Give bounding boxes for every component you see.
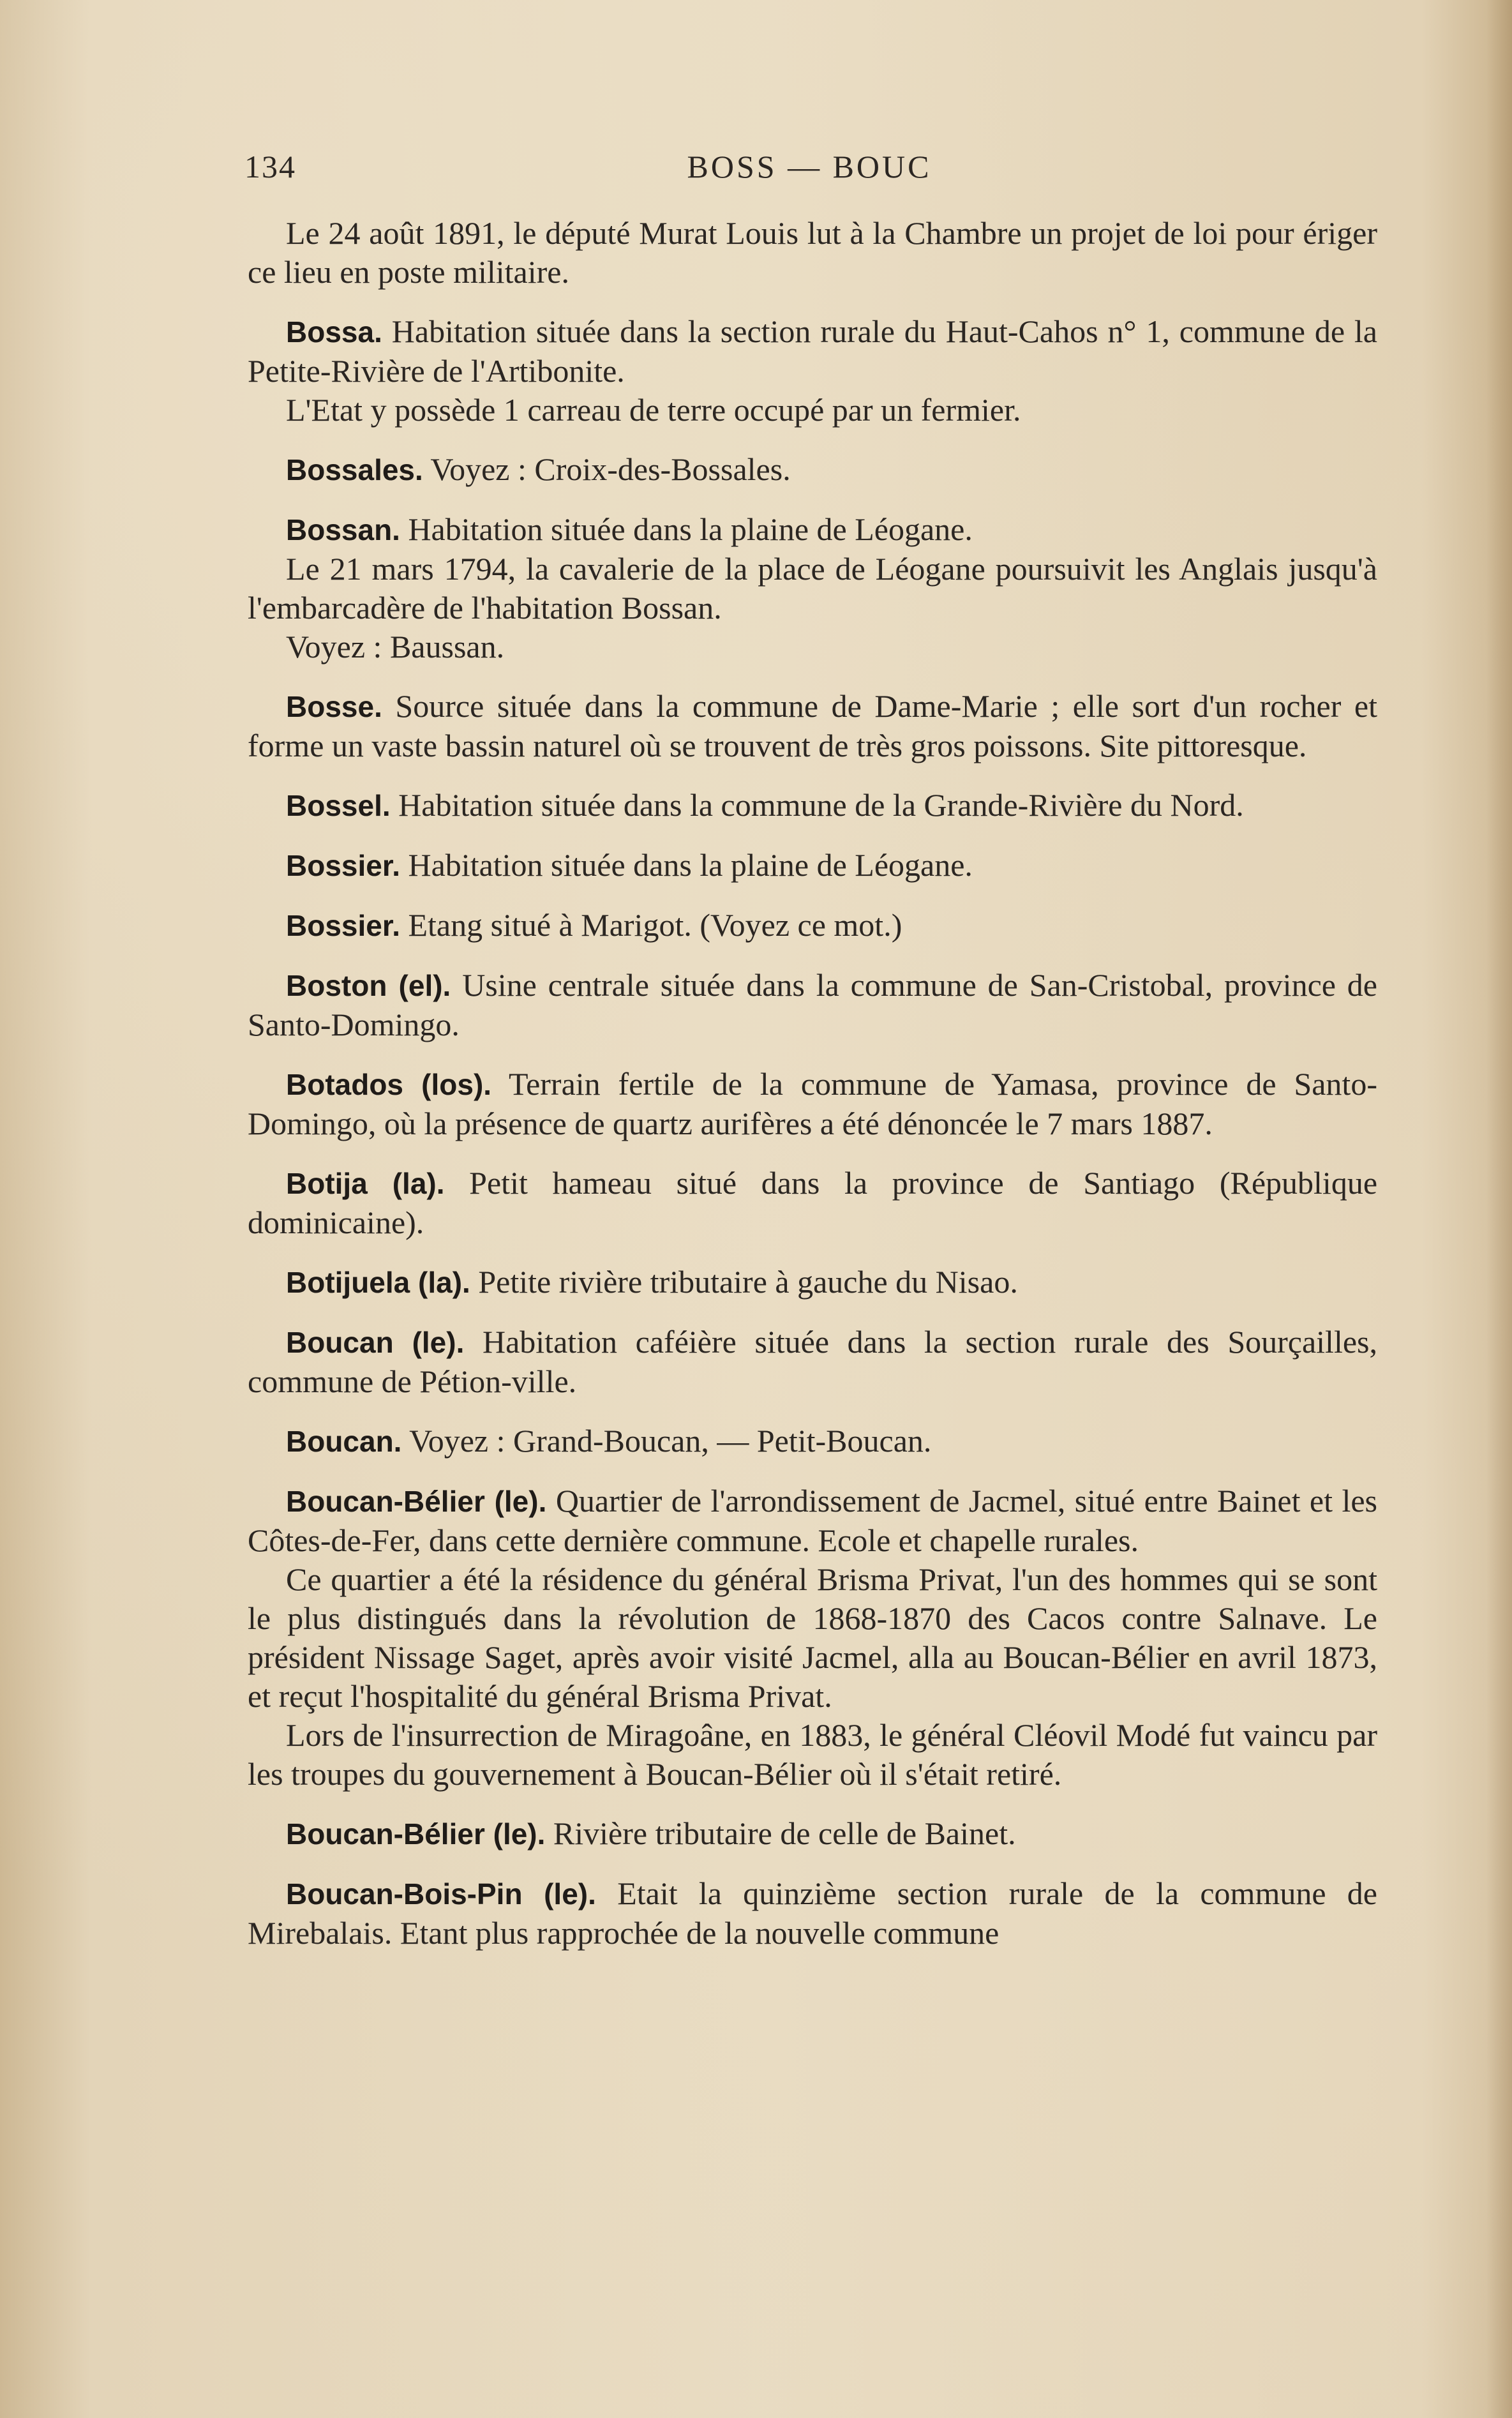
entry-headword: Botijuela (la). [286, 1266, 470, 1299]
entry-paragraph [248, 687, 1377, 765]
entry-headword: Bossier. [286, 909, 400, 942]
entry-text: Voyez : Grand-Boucan, — Petit-Boucan. [409, 1423, 932, 1459]
dictionary-entry [248, 1814, 1377, 1854]
entry-headword: Bossel. [286, 789, 391, 822]
dictionary-entry [248, 1323, 1377, 1401]
entry-text: Etang situé à Marigot. (Voyez ce mot.) [408, 907, 902, 943]
entry-headword: Boucan. [286, 1425, 402, 1458]
entry-text: L'Etat y possède 1 carreau de terre occupé par un fermier. [286, 392, 1021, 428]
entry-text: Habitation située dans la plaine de Léogane. [408, 847, 973, 883]
entry-text: Ce quartier a été la résidence du général Brisma Privat, l'un des hommes qui se sont le plus distingués dans la révolution de 1868-1870 des Cacos contre Salnave. Le président Nissage Saget, après avoir visité Jacmel, alla au Boucan-Bélier en avril 1873, et reçut l'hospitalité du général Brisma Privat. [248, 1561, 1377, 1714]
entry-paragraph [248, 786, 1377, 825]
entry-paragraph [248, 214, 1377, 292]
entry-paragraph [248, 1164, 1377, 1242]
entry-text: Quartier de l'arrondissement de Jacmel, situé entre Bainet et les Côtes-de-Fer, dans cette dernière commune. Ecole et chapelle rurales. [248, 1483, 1377, 1558]
page-header [244, 148, 1374, 193]
dictionary-entry [248, 786, 1377, 825]
entry-text: Habitation située dans la plaine de Léogane. [408, 511, 973, 547]
dictionary-entry [248, 1164, 1377, 1242]
entry-text: Le 21 mars 1794, la cavalerie de la place de Léogane poursuivit les Anglais jusqu'à l'embarcadère de l'habitation Bossan. [248, 551, 1377, 626]
page-number: 134 [244, 149, 296, 184]
entry-paragraph [248, 906, 1377, 945]
dictionary-entry [248, 450, 1377, 490]
entry-paragraph [248, 450, 1377, 490]
entry-text: Source située dans la commune de Dame-Marie ; elle sort d'un rocher et forme un vaste bassin naturel où se trouvent de très gros poissons. Site pittoresque. [248, 688, 1377, 763]
entry-paragraph [248, 1065, 1377, 1143]
entry-paragraph [248, 1874, 1377, 1953]
dictionary-entry [248, 1482, 1377, 1794]
entry-text: Terrain fertile de la commune de Yamasa, province de Santo-Domingo, où la présence de quartz aurifères a été dénoncée le 7 mars 1887. [248, 1066, 1377, 1141]
entry-text: Usine centrale située dans la commune de San-Cristobal, province de Santo-Domingo. [248, 967, 1378, 1042]
entry-text: Etait la quinzième section rurale de la commune de Mirebalais. Etant plus rapprochée de la nouvelle commune [248, 1875, 1377, 1951]
dictionary-entry [248, 1874, 1377, 1953]
entry-text: Habitation située dans la section rurale du Haut-Cahos n° 1, commune de la Petite-Rivière de l'Artibonite. [248, 313, 1378, 389]
entry-text: Voyez : Baussan. [286, 629, 505, 665]
entry-headword: Bosse. [286, 690, 382, 723]
entry-text: Habitation caféière située dans la section rurale des Sourçailles, commune de Pétion-ville. [248, 1324, 1377, 1399]
entry-headword: Botija (la). [286, 1167, 445, 1200]
entry-paragraph [248, 1482, 1377, 1560]
dictionary-entry [248, 846, 1377, 885]
entry-headword: Boucan-Bélier (le). [286, 1817, 546, 1851]
dictionary-entry [248, 510, 1377, 666]
entry-headword: Boston (el). [286, 969, 451, 1002]
entry-headword: Boucan-Bélier (le). [286, 1485, 547, 1518]
dictionary-entries [248, 214, 1377, 1973]
entry-paragraph [248, 1560, 1377, 1716]
entry-text: Rivière tributaire de celle de Bainet. [553, 1815, 1016, 1851]
entry-headword: Bossa. [286, 315, 382, 349]
entry-paragraph [248, 391, 1377, 430]
dictionary-entry [248, 906, 1377, 945]
entry-paragraph [248, 1716, 1377, 1794]
entry-headword: Bossan. [286, 513, 400, 546]
entry-headword: Boucan-Bois-Pin (le). [286, 1877, 596, 1911]
entry-headword: Boucan (le). [286, 1326, 465, 1359]
entry-text: Petite rivière tributaire à gauche du Nisao. [478, 1264, 1018, 1300]
entry-text: Lors de l'insurrection de Miragoâne, en 1883, le général Cléovil Modé fut vaincu par les troupes du gouvernement à Boucan-Bélier où il s'était retiré. [248, 1717, 1377, 1792]
entry-headword: Botados (los). [286, 1068, 492, 1101]
entry-paragraph [248, 550, 1377, 627]
entry-text: Habitation située dans la commune de la Grande-Rivière du Nord. [398, 787, 1244, 823]
entry-text: Le 24 août 1891, le député Murat Louis lut à la Chambre un projet de loi pour ériger ce lieu en poste militaire. [248, 215, 1377, 290]
entry-paragraph [248, 1323, 1377, 1401]
entry-text: Petit hameau situé dans la province de Santiago (République dominicaine). [248, 1165, 1378, 1240]
dictionary-entry [248, 1263, 1377, 1302]
dictionary-entry [248, 687, 1377, 765]
dictionary-entry [248, 312, 1377, 430]
entry-paragraph [248, 1263, 1377, 1302]
entry-paragraph [248, 627, 1377, 666]
entry-paragraph [248, 1422, 1377, 1461]
dictionary-entry [248, 214, 1377, 292]
entry-paragraph [248, 966, 1377, 1044]
entry-headword: Bossales. [286, 453, 423, 486]
entry-text: Voyez : Croix-des-Bossales. [430, 451, 791, 487]
dictionary-entry [248, 1422, 1377, 1461]
entry-paragraph [248, 1814, 1377, 1854]
entry-paragraph [248, 312, 1377, 391]
entry-paragraph [248, 846, 1377, 885]
entry-paragraph [248, 510, 1377, 550]
entry-headword: Bossier. [286, 849, 400, 882]
dictionary-entry [248, 1065, 1377, 1143]
dictionary-entry [248, 966, 1377, 1044]
running-head: BOSS — BOUC [687, 149, 932, 184]
